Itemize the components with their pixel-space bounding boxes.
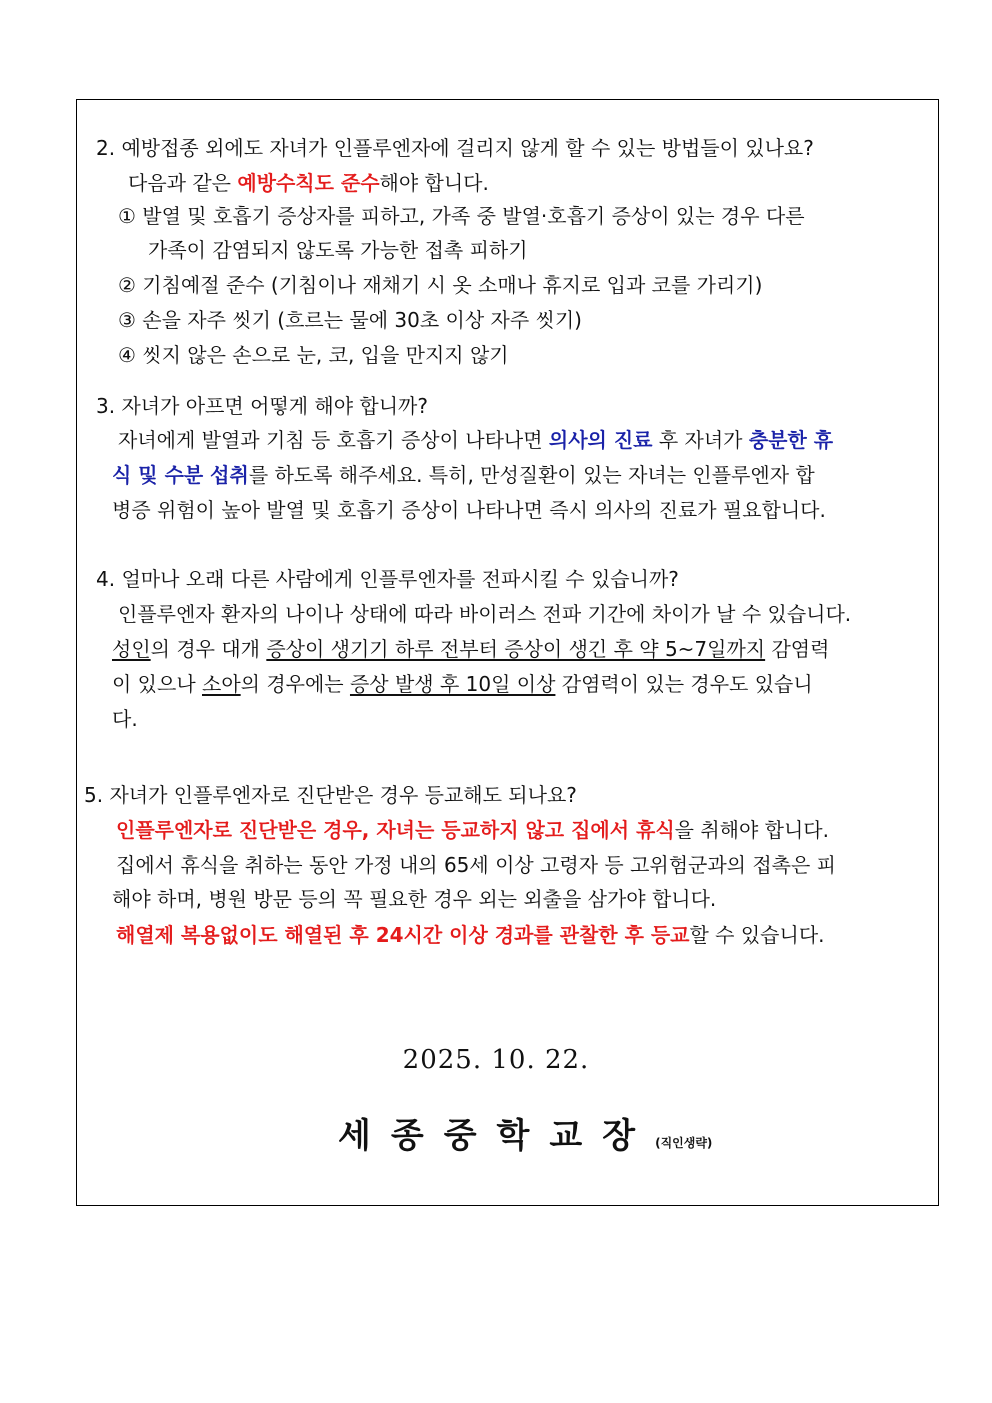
q4-line-3: 이 있으나 소아의 경우에는 증상 발생 후 10일 이상 감염력이 있는 경우도 있습니 (112, 672, 813, 696)
q2-item-1-cont: 가족이 감염되지 않도록 가능한 접촉 피하기 (148, 238, 528, 262)
q2-item-3: ③ 손을 자주 씻기 (흐르는 물에 30초 이상 자주 씻기) (118, 308, 582, 332)
q2-question: 2. 예방접종 외에도 자녀가 인플루엔자에 걸리지 않게 할 수 있는 방법들이 있나요? (96, 136, 814, 160)
q5-line-2: 집에서 휴식을 취하는 동안 가정 내의 65세 이상 고령자 등 고위험군과의 접촉은 피 (116, 853, 836, 877)
q3-line-3: 병증 위험이 높아 발열 및 호흡기 증상이 나타나면 즉시 의사의 진료가 필요합니다. (112, 498, 826, 522)
q4-line-1: 인플루엔자 환자의 나이나 상태에 따라 바이러스 전파 기간에 차이가 날 수 있습니다. (118, 602, 852, 626)
q5-line-3: 해야 하며, 병원 방문 등의 꼭 필요한 경우 외는 외출을 삼가야 합니다. (112, 887, 717, 911)
q4-line-4: 다. (112, 707, 138, 731)
signer-name: 세종중학교장 (338, 1116, 656, 1156)
q4-question: 4. 얼마나 오래 다른 사람에게 인플루엔자를 전파시킬 수 있습니까? (96, 567, 679, 591)
q5-line-1: 인플루엔자로 진단받은 경우, 자녀는 등교하지 않고 집에서 휴식을 취해야 합니다. (116, 818, 829, 842)
q3-question: 3. 자녀가 아프면 어떻게 해야 합니까? (96, 394, 428, 418)
q2-intro: 다음과 같은 예방수칙도 준수해야 합니다. (128, 171, 489, 195)
q4-line-2: 성인의 경우 대개 증상이 생기기 하루 전부터 증상이 생긴 후 약 5~7일까지 감염력 (112, 637, 830, 661)
q2-item-2: ② 기침예절 준수 (기침이나 재채기 시 옷 소매나 휴지로 입과 코를 가리기) (118, 273, 763, 297)
q3-line-1: 자녀에게 발열과 기침 등 호흡기 증상이 나타나면 의사의 진료 후 자녀가 충분한 휴 (118, 428, 834, 452)
notice-date: 2025. 10. 22. (402, 1045, 590, 1075)
q5-line-4: 해열제 복용없이도 해열된 후 24시간 이상 경과를 관찰한 후 등교할 수 있습니다. (116, 923, 825, 947)
q2-item-4: ④ 씻지 않은 손으로 눈, 코, 입을 만지지 않기 (118, 343, 509, 367)
q3-line-2: 식 및 수분 섭취를 하도록 해주세요. 특히, 만성질환이 있는 자녀는 인플루엔자 합 (112, 463, 815, 487)
q2-item-1: ① 발열 및 호흡기 증상자를 피하고, 가족 중 발열·호흡기 증상이 있는 경우 다른 (118, 204, 805, 228)
signer (338, 1108, 712, 1157)
q5-question: 5. 자녀가 인플루엔자로 진단받은 경우 등교해도 되나요? (84, 783, 577, 807)
seal-omitted-note: (직인생략) (655, 1136, 713, 1150)
